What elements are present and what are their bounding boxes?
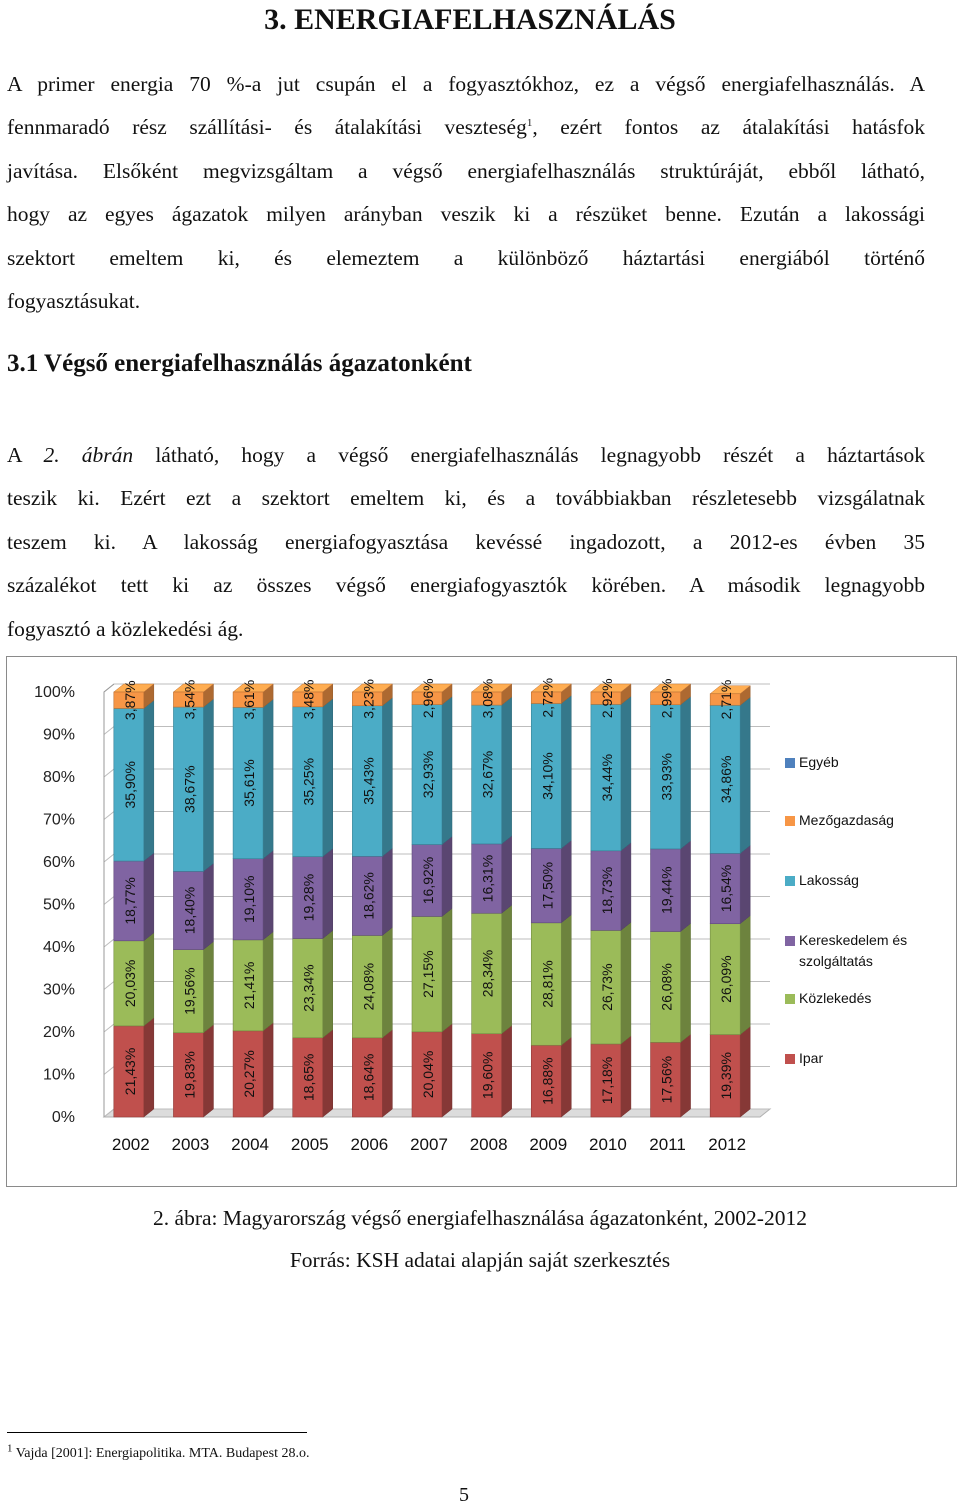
data-label: 33,93% [658, 753, 675, 801]
legend-entry [785, 754, 839, 770]
intro-line-6: fogyasztásukat. [7, 289, 141, 314]
data-label: 3,54% [181, 679, 198, 720]
y-tick-label: 40% [42, 939, 75, 956]
data-label: 16,88% [539, 1057, 556, 1105]
legend-label: Közlekedés [799, 990, 872, 1006]
figure-reference: 2. ábrán [43, 443, 134, 467]
x-tick-label: 2004 [231, 1135, 270, 1154]
x-tick-label: 2010 [588, 1135, 627, 1154]
y-tick-label: 50% [42, 896, 75, 914]
data-label: 19,44% [658, 866, 675, 914]
section-title: 3.1 Végső energiafelhasználás ágazatonként [7, 350, 472, 377]
data-label: 18,65% [300, 1053, 317, 1102]
data-label: 38,67% [181, 765, 198, 813]
x-tick-label: 2002 [111, 1135, 150, 1154]
legend-swatch [785, 876, 795, 886]
y-tick-label: 0% [51, 1109, 75, 1126]
data-label: 24,08% [360, 962, 377, 1011]
data-label: 17,50% [539, 861, 556, 910]
intro-line-2-start: fennmaradó rész szállítási- és átalakítási veszteség [7, 115, 527, 140]
x-tick-label: 2006 [350, 1135, 389, 1154]
x-tick-label: 2008 [469, 1135, 508, 1154]
data-label: 3,61% [241, 679, 258, 720]
data-label: 26,08% [658, 963, 675, 1011]
y-tick-label: 20% [42, 1024, 75, 1041]
data-label: 35,61% [241, 759, 258, 807]
section-line-5: fogyasztó a közlekedési ág. [7, 616, 244, 641]
legend-label: Lakosság [799, 872, 859, 888]
data-label: 23,34% [300, 964, 317, 1012]
data-label: 3,87% [121, 680, 138, 721]
figure-caption: 2. ábra: Magyarország végső energiafelhasználása ágazatonként, 2002-2012 [153, 1206, 807, 1230]
legend-swatch [785, 994, 795, 1004]
intro-line-3: javítása. Elsőként megvizsgáltam a végső energiafelhasználás struktúráját, ebből látható, [7, 158, 925, 183]
legend-label: Kereskedelem és [799, 932, 908, 948]
footnote [7, 1444, 309, 1464]
intro-line-2-end: , ezért fontos az átalakítási hatásfok [532, 115, 925, 140]
chart-frame [6, 656, 957, 1187]
data-label: 28,34% [479, 949, 496, 998]
data-label: 20,27% [241, 1050, 258, 1098]
section-line-1 [7, 434, 925, 477]
data-label: 16,31% [479, 854, 496, 903]
y-tick-label: 10% [42, 1066, 75, 1084]
data-label: 34,44% [598, 753, 615, 802]
intro-paragraph [7, 63, 925, 323]
footnote-reference[interactable]: 1 [526, 117, 533, 130]
section-line-4: százalékot tett ki az összes végső energiafogyasztók körében. A második legnagyobb [7, 573, 925, 598]
data-label: 17,18% [598, 1056, 615, 1105]
y-tick-label: 30% [42, 981, 75, 999]
data-label: 19,10% [241, 875, 258, 924]
legend-entry [785, 1050, 823, 1066]
data-label: 2,99% [658, 678, 675, 719]
data-label: 35,25% [300, 757, 317, 806]
legend-entry [785, 990, 871, 1006]
data-label: 26,73% [598, 963, 615, 1011]
y-tick-label: 90% [42, 726, 75, 744]
data-label: 2,92% [598, 678, 615, 719]
data-label: 27,15% [420, 950, 436, 998]
data-label: 3,08% [479, 678, 496, 719]
legend-swatch [785, 936, 795, 946]
footnote-text: Vajda [2001]: Energiapolitika. MTA. Budapest 28.o. [12, 1446, 310, 1461]
data-label: 18,73% [598, 866, 615, 915]
x-tick-label: 2009 [529, 1135, 568, 1154]
section-paragraph [7, 434, 925, 651]
intro-line-1: A primer energia 70 %-a jut csupán el a fogyasztókhoz, ez a végső energiafelhasználás. A [7, 72, 925, 96]
data-label: 18,40% [181, 886, 198, 935]
data-label: 17,56% [658, 1055, 675, 1104]
section-line-3: teszem ki. A lakosság energiafogyasztása kevéssé ingadozott, a 2012-es évben 35 [7, 529, 925, 554]
y-tick-label: 80% [42, 769, 75, 786]
stacked-bar-chart [7, 657, 956, 1186]
data-label: 2,96% [420, 678, 436, 719]
y-tick-label: 60% [42, 854, 75, 871]
intro-line-4: hogy az egyes ágazatok milyen arányban veszik ki a részüket benne. Ezután a lakossági [7, 202, 925, 227]
legend-label: Mezőgazdaság [799, 812, 894, 828]
data-label: 19,56% [181, 967, 198, 1015]
data-label: 28,81% [539, 960, 556, 1008]
x-tick-label: 2003 [171, 1135, 210, 1154]
data-label: 21,43% [121, 1047, 138, 1096]
data-label: 35,43% [360, 757, 377, 805]
section-line-2: teszik ki. Ezért ezt a szektort emeltem ki, és a továbbiakban részletesebb vizsgálatnak [7, 486, 925, 511]
data-label: 21,41% [241, 961, 258, 1010]
data-label: 20,04% [420, 1050, 436, 1099]
data-label: 18,64% [360, 1053, 377, 1102]
legend-swatch [785, 1054, 795, 1064]
x-tick-label: 2012 [708, 1135, 747, 1154]
legend-swatch [785, 758, 795, 768]
x-tick-label: 2005 [290, 1135, 329, 1154]
legend-label: Egyéb [799, 754, 839, 770]
data-label: 34,86% [718, 755, 735, 804]
data-label: 19,39% [718, 1052, 735, 1100]
data-label: 20,03% [121, 959, 138, 1008]
data-label: 19,83% [181, 1051, 198, 1099]
data-label: 3,23% [360, 679, 377, 719]
intro-line-5: szektort emeltem ki, és elemeztem a különböző háztartási energiából történő [7, 245, 925, 270]
data-label: 2,72% [539, 677, 556, 718]
data-label: 2,71% [718, 679, 735, 720]
data-label: 16,54% [718, 864, 735, 913]
legend-label: szolgáltatás [799, 953, 873, 969]
data-label: 34,10% [539, 752, 556, 800]
y-tick-label: 70% [42, 811, 75, 829]
intro-line-2 [7, 106, 925, 149]
data-label: 18,62% [360, 872, 377, 920]
data-label: 32,93% [420, 750, 436, 799]
legend-label: Ipar [799, 1050, 824, 1066]
legend-swatch [785, 816, 795, 826]
data-label: 3,48% [300, 679, 317, 720]
data-label: 19,28% [300, 873, 317, 922]
section-line-1-start: A [7, 443, 44, 467]
figure-source: Forrás: KSH adatai alapján saját szerkesztés [289, 1248, 671, 1272]
legend-entry [785, 872, 859, 888]
data-label: 26,09% [718, 955, 735, 1003]
x-tick-label: 2007 [410, 1135, 448, 1154]
data-label: 19,60% [479, 1051, 496, 1100]
legend-entry [785, 812, 894, 828]
chapter-title: 3. ENERGIAFELHASZNÁLÁS [264, 3, 676, 36]
data-label: 35,90% [121, 760, 138, 809]
page-number: 5 [459, 1484, 469, 1506]
x-tick-label: 2011 [649, 1135, 686, 1154]
footnote-divider [7, 1432, 307, 1433]
data-label: 18,77% [121, 877, 138, 925]
legend-entry [785, 932, 907, 969]
section-line-1-end: látható, hogy a végső energiafelhasználás legnagyobb részét a háztartások [133, 443, 926, 467]
y-tick-label: 100% [34, 684, 75, 701]
data-label: 16,92% [420, 856, 436, 905]
footnote-mark: 1 [7, 1442, 13, 1455]
data-label: 32,67% [479, 750, 496, 799]
